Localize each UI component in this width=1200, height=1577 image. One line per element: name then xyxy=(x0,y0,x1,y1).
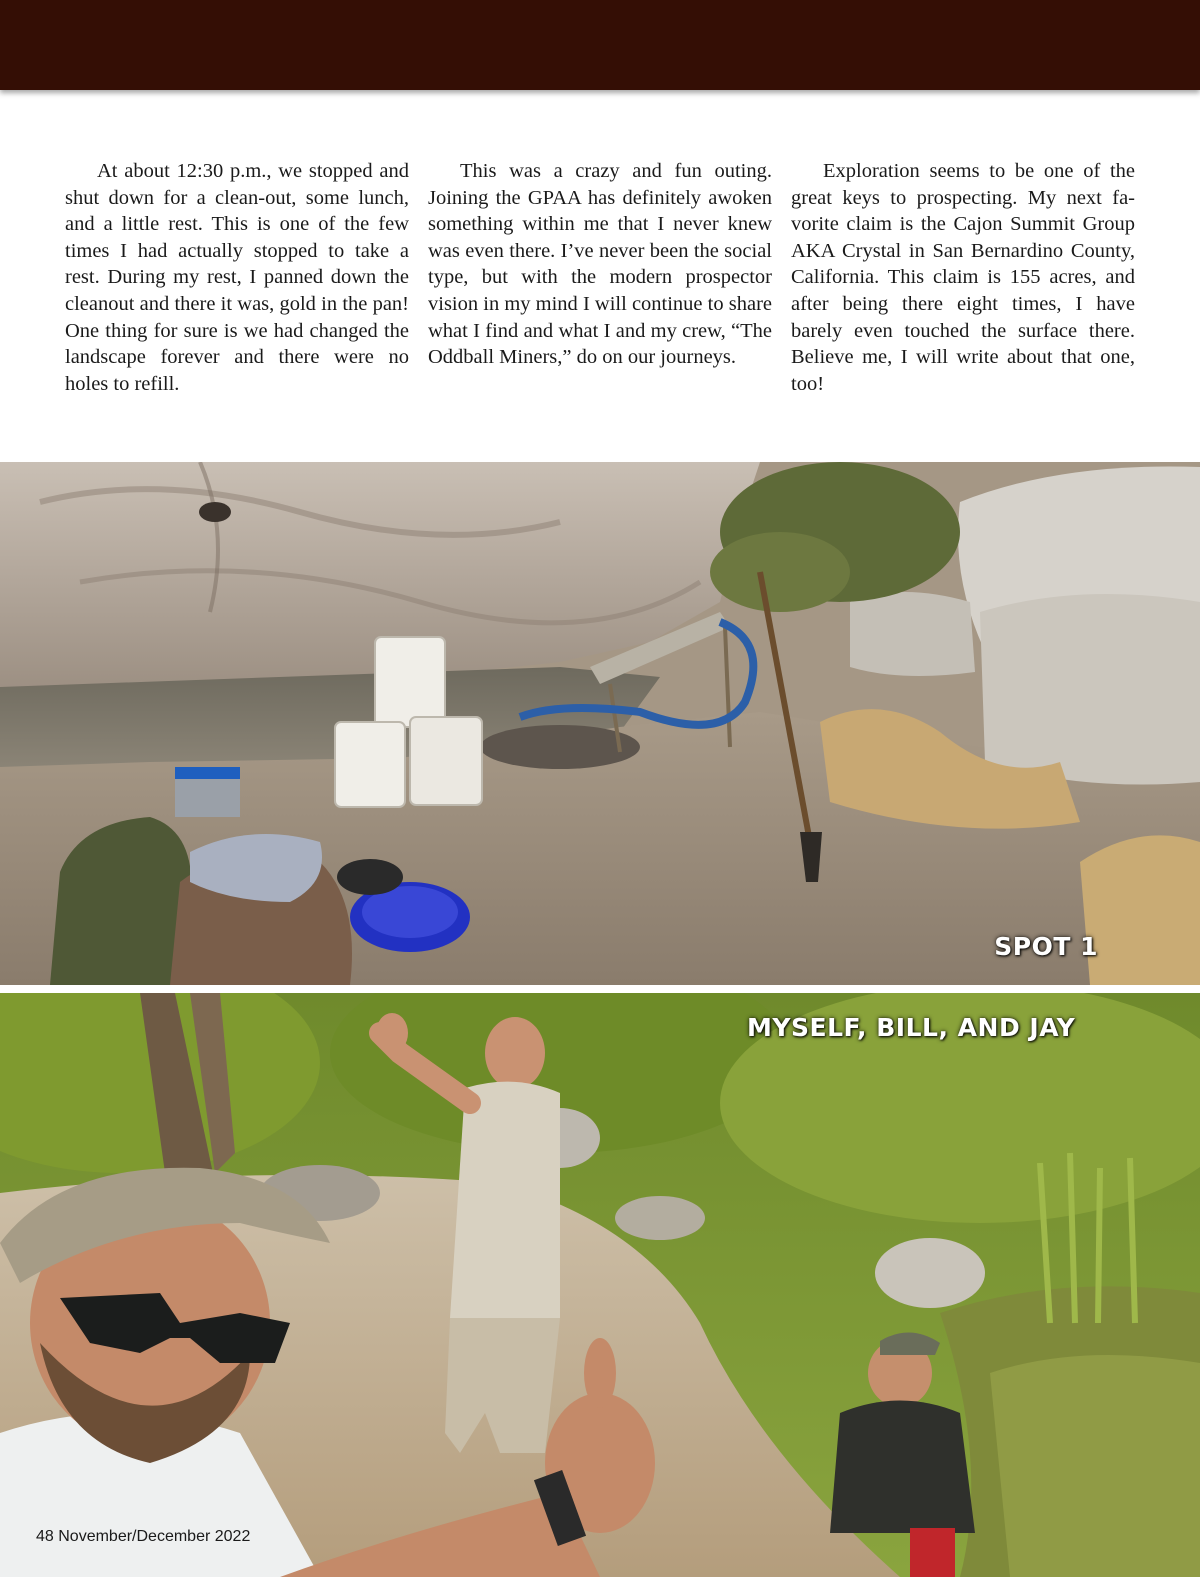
article-column-2: This was a crazy and fun outing. Joining the GPAA has definitely awoken something within me that I never knew was even there. I’ve never been the social type, but with the modern prospector vision in my mind I will continue to share what I find and what I and my crew, “The Oddball Miners,” do on our journeys. xyxy=(428,160,772,369)
page-folio: 48 November/December 2022 xyxy=(36,1528,251,1545)
article-column-1: At about 12:30 p.m., we stopped and shut down for a clean-out, some lunch, and a little rest. This is one of the few times I had actually stopped to take a rest. During my rest, I panned down the cleanout and there it was, gold in the pan! One thing for sure is we had changed the landscape forever and there were no holes to refill. xyxy=(65,160,409,395)
group-caption: MYSELF, BILL, AND JAY xyxy=(747,1013,1076,1042)
spot-1-photo xyxy=(0,462,1200,985)
header-bar xyxy=(0,0,1200,90)
article-body xyxy=(65,158,1135,397)
group-photo xyxy=(0,993,1200,1577)
creek-sluice-scene xyxy=(0,462,1200,985)
spot-1-caption: SPOT 1 xyxy=(994,932,1098,961)
article-column-3: Exploration seems to be one of the great keys to prospecting. My next favorite claim is the Cajon Summit Group AKA Crystal in San Bernardino County, California. This claim is 155 acres, and after being there eight times, I have barely even touched the surface there. Believe me, I will write about that one, too! xyxy=(791,160,1135,395)
prospectors-selfie-scene xyxy=(0,993,1200,1577)
